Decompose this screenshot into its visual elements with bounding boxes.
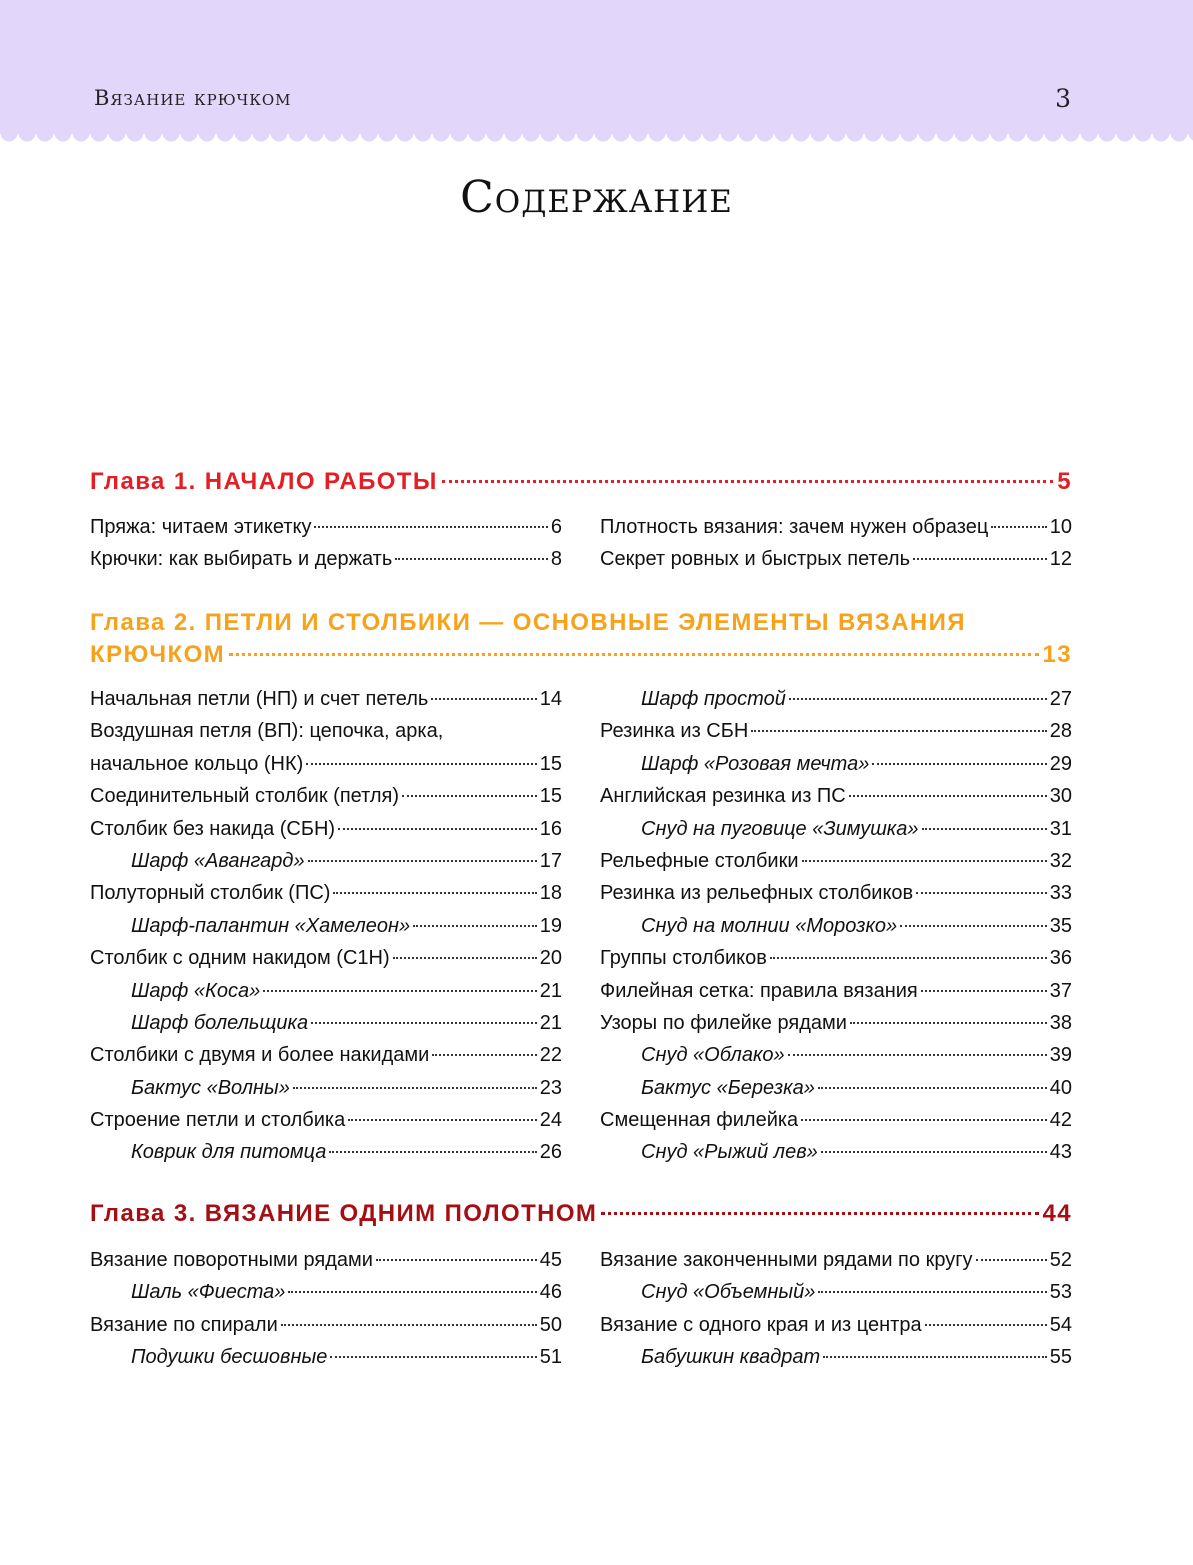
leader-dots xyxy=(802,860,1047,862)
toc-subentry[interactable] xyxy=(600,813,1072,845)
chapter-3-right-column xyxy=(600,1244,1072,1374)
entry-title: Резинка из рельефных столбиков xyxy=(600,882,914,905)
leader-dots xyxy=(308,860,537,862)
entry-title: Соединительный столбик (петля) xyxy=(90,785,399,808)
leader-dots xyxy=(431,698,536,700)
toc-entry[interactable] xyxy=(90,813,562,845)
toc-subentry[interactable] xyxy=(90,975,562,1007)
entry-title: Рельефные столбики xyxy=(600,849,799,872)
entry-page: 10 xyxy=(1049,516,1072,538)
chapter-1-heading[interactable] xyxy=(90,466,1072,498)
leader-dots xyxy=(263,990,537,992)
entry-title: Вязание поворотными рядами xyxy=(90,1249,373,1271)
leader-dots xyxy=(991,526,1046,528)
entry-page: 40 xyxy=(1049,1076,1072,1099)
entry-title: Филейная сетка: правила вязания xyxy=(600,979,918,1002)
entry-page: 55 xyxy=(1049,1346,1072,1369)
toc-entry[interactable] xyxy=(90,780,562,812)
entry-page: 14 xyxy=(539,688,562,710)
entry-title: Смещенная филейка xyxy=(600,1109,799,1132)
entry-title: Пряжа: читаем этикетку xyxy=(90,516,312,538)
entry-title: Столбик с одним накидом (С1Н) xyxy=(90,947,390,970)
toc-subentry[interactable] xyxy=(600,748,1072,780)
leader-dots xyxy=(348,1119,537,1121)
entry-title: Полуторный столбик (ПС) xyxy=(90,882,331,905)
toc-subentry[interactable] xyxy=(90,1072,562,1104)
entry-title: Группы столбиков xyxy=(600,947,767,970)
toc-subentry[interactable] xyxy=(600,683,1072,715)
leader-dots xyxy=(314,526,547,528)
leader-dots xyxy=(916,892,1047,894)
toc-entry[interactable] xyxy=(90,748,562,780)
entry-title: Подушки бесшовные xyxy=(131,1346,328,1369)
toc-entry[interactable] xyxy=(90,511,562,543)
entry-page: 51 xyxy=(539,1346,562,1369)
leader-dots xyxy=(801,1119,1047,1121)
entry-page: 30 xyxy=(1049,785,1072,808)
entry-page: 22 xyxy=(539,1044,562,1067)
toc-subentry[interactable] xyxy=(90,1007,562,1039)
entry-page: 21 xyxy=(539,979,562,1002)
entry-page: 37 xyxy=(1049,979,1072,1002)
leader-dots xyxy=(770,957,1047,959)
entry-page: 28 xyxy=(1049,720,1072,743)
entry-page: 16 xyxy=(539,817,562,840)
entry-page: 50 xyxy=(539,1313,562,1336)
entry-title: начальное кольцо (НК) xyxy=(90,752,304,775)
entry-title: Резинка из СБН xyxy=(600,720,749,743)
entry-page: 32 xyxy=(1049,849,1072,872)
leader-dots xyxy=(402,795,537,797)
entry-page: 15 xyxy=(539,785,562,808)
leader-dots xyxy=(330,1356,536,1358)
entry-title: Начальная петли (НП) и счет петель xyxy=(90,688,429,710)
entry-title: Плотность вязания: зачем нужен образец xyxy=(600,516,989,538)
toc-subentry[interactable] xyxy=(600,1136,1072,1168)
entry-title: Бактус «Березка» xyxy=(641,1076,815,1099)
leader-dots xyxy=(293,1087,537,1089)
toc-entry[interactable] xyxy=(600,1244,1072,1276)
entry-page: 45 xyxy=(539,1249,562,1271)
leader-dots xyxy=(432,1054,536,1056)
leader-dots xyxy=(229,653,1038,656)
entry-page: 39 xyxy=(1049,1044,1072,1067)
toc-title: Содержание xyxy=(460,172,733,223)
toc-entry-continued[interactable] xyxy=(90,715,562,747)
leader-dots xyxy=(922,828,1047,830)
entry-title: Крючки: как выбирать и держать xyxy=(90,548,393,571)
toc-entry[interactable] xyxy=(600,1309,1072,1341)
leader-dots xyxy=(333,892,536,894)
toc-entry[interactable] xyxy=(600,942,1072,974)
leader-dots xyxy=(976,1259,1047,1261)
chapter-3-label: Глава 3. ВЯЗАНИЕ ОДНИМ ПОЛОТНОМ xyxy=(90,1200,598,1227)
entry-title: Вязание с одного края и из центра xyxy=(600,1313,922,1336)
chapter-1-right-column xyxy=(600,511,1072,576)
leader-dots xyxy=(311,1022,537,1024)
chapter-2-heading[interactable] xyxy=(90,607,1072,671)
toc-subentry[interactable] xyxy=(600,1276,1072,1308)
entry-page: 12 xyxy=(1049,548,1072,571)
entry-title: Снуд на молнии «Морозко» xyxy=(641,914,898,937)
entry-page: 29 xyxy=(1049,752,1072,775)
entry-title: Снуд «Объемный» xyxy=(641,1281,816,1304)
leader-dots xyxy=(395,558,548,560)
leader-dots xyxy=(329,1151,536,1153)
toc-subentry[interactable] xyxy=(600,1341,1072,1373)
entry-page: 31 xyxy=(1049,817,1072,840)
entry-title: Шарф «Авангард» xyxy=(131,849,305,872)
chapter-1-left-column xyxy=(90,511,562,576)
entry-page: 54 xyxy=(1049,1313,1072,1336)
toc-entry[interactable] xyxy=(90,683,562,715)
leader-dots xyxy=(925,1324,1047,1326)
toc-entry[interactable] xyxy=(600,877,1072,909)
chapter-1-label: Глава 1. НАЧАЛО РАБОТЫ xyxy=(90,468,438,495)
running-title: Вязание крючком xyxy=(94,86,292,110)
leader-dots xyxy=(393,957,537,959)
chapter-1-page: 5 xyxy=(1057,468,1072,495)
toc-entry[interactable] xyxy=(90,942,562,974)
leader-dots xyxy=(900,925,1047,927)
entry-page: 8 xyxy=(550,548,562,571)
leader-dots xyxy=(788,1054,1047,1056)
chapter-2-label-line-2: КРЮЧКОМ xyxy=(90,641,226,668)
toc-entry[interactable] xyxy=(90,1039,562,1071)
entry-title: Бабушкин квадрат xyxy=(641,1346,821,1369)
leader-dots xyxy=(288,1291,536,1293)
chapter-3-heading[interactable] xyxy=(90,1198,1072,1230)
toc-subentry[interactable] xyxy=(90,845,562,877)
entry-title: Столбики с двумя и более накидами xyxy=(90,1044,430,1067)
entry-page: 18 xyxy=(539,882,562,905)
entry-page: 35 xyxy=(1049,914,1072,937)
entry-page: 43 xyxy=(1049,1141,1072,1164)
entry-page: 46 xyxy=(539,1281,562,1304)
toc-entry[interactable] xyxy=(600,780,1072,812)
entry-page: 19 xyxy=(539,914,562,937)
toc-subentry[interactable] xyxy=(600,1039,1072,1071)
leader-dots xyxy=(872,763,1046,765)
entry-page: 52 xyxy=(1049,1249,1072,1271)
entry-title: Снуд на пуговице «Зимушка» xyxy=(641,817,919,840)
entry-page: 33 xyxy=(1049,882,1072,905)
toc-subentry[interactable] xyxy=(90,1276,562,1308)
toc-subentry[interactable] xyxy=(90,910,562,942)
leader-dots xyxy=(913,558,1047,560)
toc-entry[interactable] xyxy=(600,975,1072,1007)
leader-dots xyxy=(921,990,1047,992)
entry-title: Английская резинка из ПС xyxy=(600,785,846,808)
entry-page: 26 xyxy=(539,1141,562,1164)
toc-entry[interactable] xyxy=(600,511,1072,543)
leader-dots xyxy=(376,1259,537,1261)
toc-entry[interactable] xyxy=(90,877,562,909)
entry-title: Шарф болельщика xyxy=(131,1011,309,1034)
chapter-3-page: 44 xyxy=(1042,1200,1072,1227)
entry-title: Строение петли и столбика xyxy=(90,1109,346,1132)
entry-title: Шарф-палантин «Хамелеон» xyxy=(131,914,411,937)
page-number: 3 xyxy=(1055,84,1071,113)
toc-entry[interactable] xyxy=(600,543,1072,575)
entry-title: Шаль «Фиеста» xyxy=(131,1281,286,1304)
leader-dots xyxy=(601,1212,1038,1215)
leader-dots xyxy=(821,1151,1047,1153)
toc-subentry[interactable] xyxy=(90,1136,562,1168)
toc-entry[interactable] xyxy=(600,845,1072,877)
toc-entry[interactable] xyxy=(600,1104,1072,1136)
entry-title: Бактус «Волны» xyxy=(131,1076,290,1099)
entry-page: 27 xyxy=(1049,688,1072,710)
entry-title: Вязание по спирали xyxy=(90,1313,278,1336)
entry-title: Воздушная петля (ВП): цепочка, арка, xyxy=(90,720,444,743)
chapter-3-left-column xyxy=(90,1244,562,1374)
entry-page: 17 xyxy=(539,849,562,872)
toc-subentry[interactable] xyxy=(600,1072,1072,1104)
entry-title: Снуд «Рыжий лев» xyxy=(641,1141,818,1164)
leader-dots xyxy=(306,763,536,765)
entry-title: Узоры по филейке рядами xyxy=(600,1011,847,1034)
leader-dots xyxy=(413,925,537,927)
leader-dots xyxy=(281,1324,537,1326)
chapter-2-left-column xyxy=(90,683,562,1169)
leader-dots xyxy=(818,1087,1047,1089)
toc-entry[interactable] xyxy=(90,1104,562,1136)
entry-title: Шарф «Розовая мечта» xyxy=(641,752,870,775)
entry-page: 20 xyxy=(539,947,562,970)
toc-entry[interactable] xyxy=(90,1309,562,1341)
toc-entry[interactable] xyxy=(90,543,562,575)
entry-title: Шарф «Коса» xyxy=(131,979,261,1002)
leader-dots xyxy=(850,1022,1047,1024)
toc-subentry[interactable] xyxy=(600,910,1072,942)
entry-title: Снуд «Облако» xyxy=(641,1044,785,1067)
leader-dots xyxy=(818,1291,1046,1293)
toc-entry[interactable] xyxy=(600,715,1072,747)
toc-entry[interactable] xyxy=(600,1007,1072,1039)
entry-page: 42 xyxy=(1049,1109,1072,1132)
chapter-2-right-column xyxy=(600,683,1072,1169)
leader-dots xyxy=(789,698,1047,700)
entry-page: 24 xyxy=(539,1109,562,1132)
chapter-2-label-line-1: Глава 2. ПЕТЛИ И СТОЛБИКИ — ОСНОВНЫЕ ЭЛЕМЕНТЫ ВЯЗАНИЯ xyxy=(90,609,966,636)
entry-title: Вязание законченными рядами по кругу xyxy=(600,1249,973,1271)
entry-page: 53 xyxy=(1049,1281,1072,1304)
leader-dots xyxy=(338,828,537,830)
chapter-2-page: 13 xyxy=(1042,641,1072,668)
leader-dots xyxy=(442,480,1054,483)
toc-subentry[interactable] xyxy=(90,1341,562,1373)
entry-title: Шарф простой xyxy=(641,688,786,710)
leader-dots xyxy=(751,730,1046,732)
entry-page: 21 xyxy=(539,1011,562,1034)
entry-page: 38 xyxy=(1049,1011,1072,1034)
entry-page: 15 xyxy=(539,752,562,775)
entry-page: 6 xyxy=(550,516,562,538)
entry-title: Секрет ровных и быстрых петель xyxy=(600,548,911,571)
leader-dots xyxy=(823,1356,1047,1358)
toc-entry[interactable] xyxy=(90,1244,562,1276)
header-scalloped-edge xyxy=(0,133,1193,147)
entry-page: 36 xyxy=(1049,947,1072,970)
entry-page: 23 xyxy=(539,1076,562,1099)
header-band xyxy=(0,0,1193,134)
leader-dots xyxy=(849,795,1047,797)
entry-title: Столбик без накида (СБН) xyxy=(90,817,336,840)
entry-title: Коврик для питомца xyxy=(131,1141,327,1164)
